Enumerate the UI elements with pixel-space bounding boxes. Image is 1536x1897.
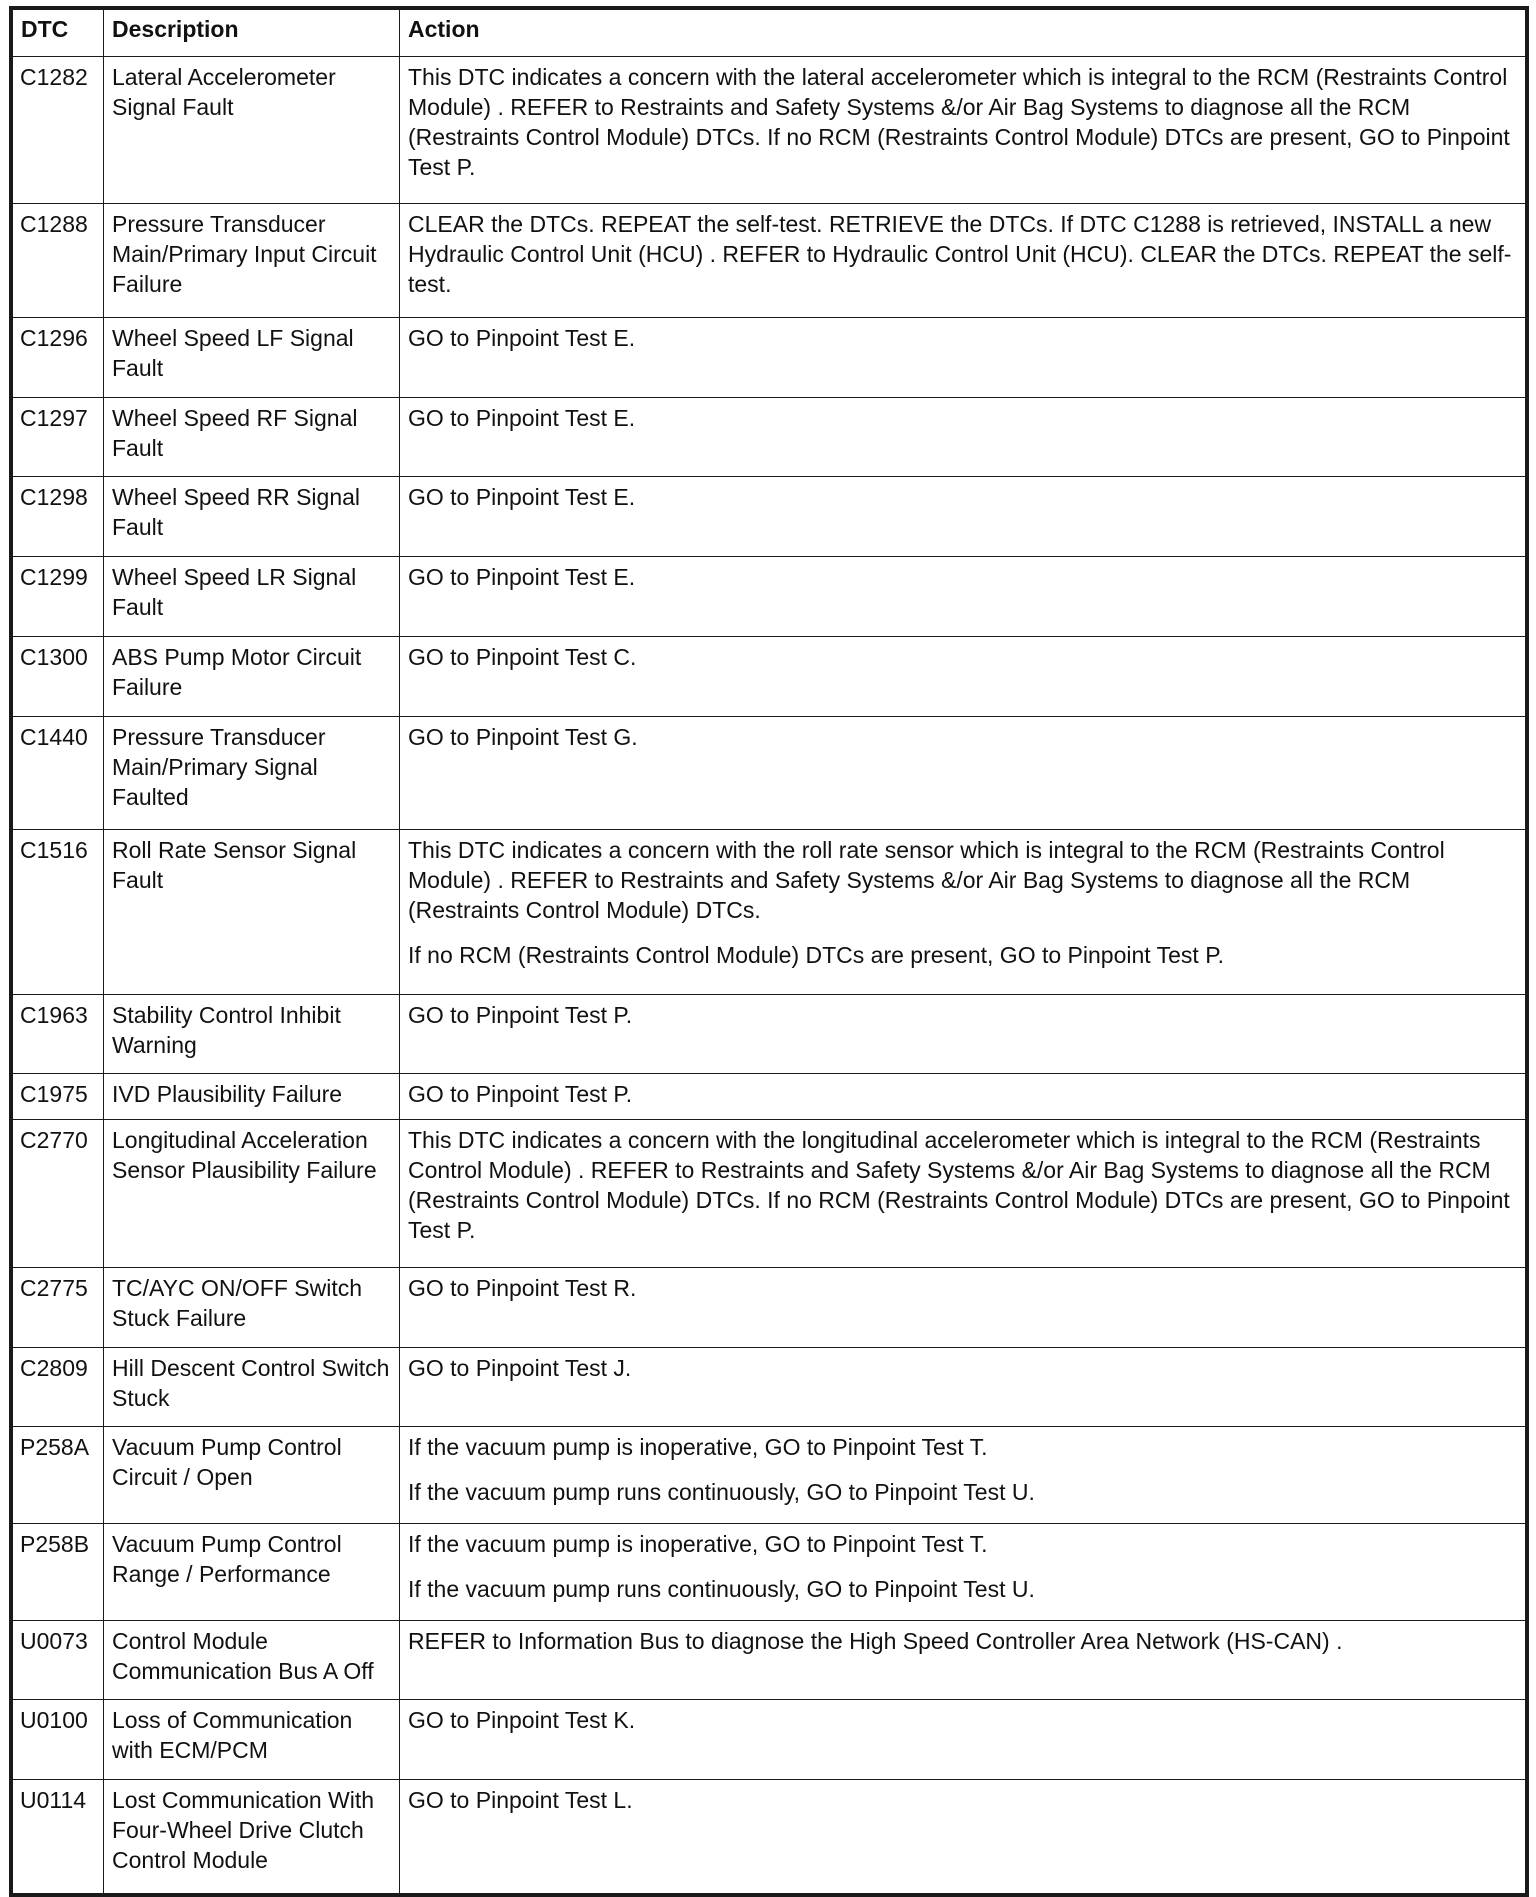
table-row	[13, 637, 1526, 717]
table-row	[13, 1427, 1526, 1524]
action-paragraph: GO to Pinpoint Test R.	[408, 1274, 637, 1301]
action-paragraph: GO to Pinpoint Test E.	[408, 404, 636, 431]
dtc-description: Pressure Transducer Main/Primary Input Circuit Failure	[104, 204, 400, 318]
action-paragraph: If the vacuum pump is inoperative, GO to Pinpoint Test T.	[408, 1434, 988, 1461]
dtc-code: C1296	[13, 317, 104, 397]
dtc-action	[400, 1074, 1526, 1120]
dtc-action	[400, 397, 1526, 477]
table-row	[13, 830, 1526, 994]
table-row	[13, 716, 1526, 830]
action-paragraph: This DTC indicates a concern with the lateral accelerometer which is integral to the RCM (Restraints Control Module) . REFER to Restraints and Safety Systems &/or Air Bag Systems to diagnose all the RCM (Restraints Control Module) DTCs. If no RCM (Restraints Control Module) DTCs are present, GO to Pinpoint Test P.	[408, 64, 1510, 180]
action-paragraph: GO to Pinpoint Test E.	[408, 564, 636, 591]
dtc-description: Hill Descent Control Switch Stuck	[104, 1347, 400, 1427]
action-paragraph: If the vacuum pump runs continuously, GO to Pinpoint Test U.	[408, 1479, 1035, 1506]
action-paragraph: This DTC indicates a concern with the roll rate sensor which is integral to the RCM (Restraints Control Module) . REFER to Restraints and Safety Systems &/or Air Bag Systems to diagnose all the RCM (Restraints Control Module) DTCs.	[408, 837, 1445, 924]
dtc-action	[400, 1120, 1526, 1267]
dtc-code: U0114	[13, 1780, 104, 1894]
dtc-description: Lost Communication With Four-Wheel Drive Clutch Control Module	[104, 1780, 400, 1894]
dtc-code: C1300	[13, 637, 104, 717]
dtc-action	[400, 1780, 1526, 1894]
dtc-action	[400, 1620, 1526, 1700]
dtc-description: Lateral Accelerometer Signal Fault	[104, 57, 400, 204]
dtc-description: Wheel Speed RF Signal Fault	[104, 397, 400, 477]
dtc-code: C1297	[13, 397, 104, 477]
dtc-code: P258A	[13, 1427, 104, 1524]
dtc-action	[400, 716, 1526, 830]
dtc-description: Wheel Speed LR Signal Fault	[104, 557, 400, 637]
dtc-action	[400, 637, 1526, 717]
dtc-description: Longitudinal Acceleration Sensor Plausibility Failure	[104, 1120, 400, 1267]
table-row	[13, 1120, 1526, 1267]
action-paragraph: GO to Pinpoint Test G.	[408, 723, 638, 750]
action-paragraph: GO to Pinpoint Test L.	[408, 1787, 633, 1814]
action-paragraph: If no RCM (Restraints Control Module) DTCs are present, GO to Pinpoint Test P.	[408, 942, 1224, 969]
action-paragraph: CLEAR the DTCs. REPEAT the self-test. RETRIEVE the DTCs. If DTC C1288 is retrieved, INSTALL a new Hydraulic Control Unit (HCU) . REFER to Hydraulic Control Unit (HCU). CLEAR the DTCs. REPEAT the self-test.	[408, 211, 1512, 298]
table-row	[13, 1074, 1526, 1120]
action-paragraph: This DTC indicates a concern with the longitudinal accelerometer which is integral to the RCM (Restraints Control Module) . REFER to Restraints and Safety Systems &/or Air Bag Systems to diagnose all the RCM (Restraints Control Module) DTCs. If no RCM (Restraints Control Module) DTCs are present, GO to Pinpoint Test P.	[408, 1127, 1510, 1244]
dtc-code: C2809	[13, 1347, 104, 1427]
dtc-table	[12, 9, 1526, 1894]
dtc-description: Wheel Speed RR Signal Fault	[104, 477, 400, 557]
header-description: Description	[104, 10, 400, 57]
table-row	[13, 1780, 1526, 1894]
action-paragraph: GO to Pinpoint Test J.	[408, 1354, 632, 1381]
dtc-code: C1282	[13, 57, 104, 204]
dtc-code: C1288	[13, 204, 104, 318]
dtc-description: Roll Rate Sensor Signal Fault	[104, 830, 400, 994]
dtc-code: C1298	[13, 477, 104, 557]
dtc-description: TC/AYC ON/OFF Switch Stuck Failure	[104, 1267, 400, 1347]
dtc-action	[400, 317, 1526, 397]
dtc-description: Pressure Transducer Main/Primary Signal Faulted	[104, 716, 400, 830]
dtc-action	[400, 1700, 1526, 1780]
action-paragraph: If the vacuum pump is inoperative, GO to Pinpoint Test T.	[408, 1531, 988, 1557]
dtc-action	[400, 557, 1526, 637]
header-row	[13, 10, 1526, 57]
dtc-action	[400, 1427, 1526, 1524]
dtc-action	[400, 1347, 1526, 1427]
action-paragraph: GO to Pinpoint Test E.	[408, 484, 636, 511]
dtc-code: C1975	[13, 1074, 104, 1120]
dtc-description: Control Module Communication Bus A Off	[104, 1620, 400, 1700]
table-row	[13, 1620, 1526, 1700]
table-body	[13, 57, 1526, 1894]
dtc-code: U0100	[13, 1700, 104, 1780]
dtc-code: C2770	[13, 1120, 104, 1267]
table-row	[13, 994, 1526, 1074]
dtc-code: P258B	[13, 1524, 104, 1621]
header-action: Action	[400, 10, 1526, 57]
dtc-description: Vacuum Pump Control Range / Performance	[104, 1524, 400, 1621]
dtc-code: C1299	[13, 557, 104, 637]
dtc-code: U0073	[13, 1620, 104, 1700]
table-row	[13, 477, 1526, 557]
dtc-description: ABS Pump Motor Circuit Failure	[104, 637, 400, 717]
dtc-action	[400, 1267, 1526, 1347]
dtc-description: Stability Control Inhibit Warning	[104, 994, 400, 1074]
action-paragraph: If the vacuum pump runs continuously, GO to Pinpoint Test U.	[408, 1576, 1035, 1602]
table-row	[13, 317, 1526, 397]
action-paragraph: GO to Pinpoint Test C.	[408, 644, 637, 671]
dtc-table-container	[9, 6, 1529, 1897]
dtc-action	[400, 204, 1526, 318]
table-row	[13, 557, 1526, 637]
table-row	[13, 1524, 1526, 1621]
table-row	[13, 204, 1526, 318]
header-dtc: DTC	[13, 10, 104, 57]
dtc-action	[400, 477, 1526, 557]
dtc-action	[400, 830, 1526, 994]
table-row	[13, 397, 1526, 477]
dtc-code: C2775	[13, 1267, 104, 1347]
table-row	[13, 1267, 1526, 1347]
action-paragraph: REFER to Information Bus to diagnose the High Speed Controller Area Network (HS-CAN) .	[408, 1627, 1343, 1654]
table-row	[13, 1700, 1526, 1780]
dtc-description: Vacuum Pump Control Circuit / Open	[104, 1427, 400, 1524]
dtc-code: C1516	[13, 830, 104, 994]
table-row	[13, 57, 1526, 204]
action-paragraph: GO to Pinpoint Test P.	[408, 1001, 633, 1028]
dtc-description: Wheel Speed LF Signal Fault	[104, 317, 400, 397]
dtc-description: Loss of Communication with ECM/PCM	[104, 1700, 400, 1780]
dtc-action	[400, 994, 1526, 1074]
table-row	[13, 1347, 1526, 1427]
action-paragraph: GO to Pinpoint Test E.	[408, 324, 636, 351]
dtc-code: C1440	[13, 716, 104, 830]
dtc-action	[400, 1524, 1526, 1621]
action-paragraph: GO to Pinpoint Test P.	[408, 1081, 633, 1108]
dtc-code: C1963	[13, 994, 104, 1074]
dtc-description: IVD Plausibility Failure	[104, 1074, 400, 1120]
dtc-action	[400, 57, 1526, 204]
action-paragraph: GO to Pinpoint Test K.	[408, 1707, 636, 1734]
